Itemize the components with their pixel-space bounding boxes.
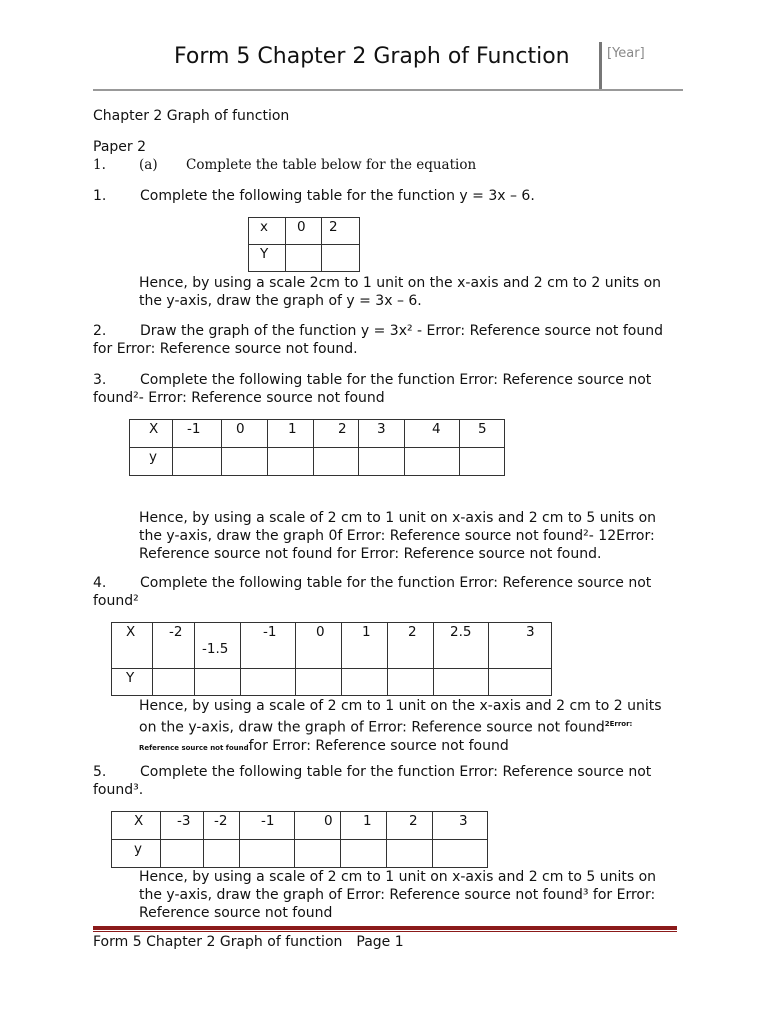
page-footer <box>93 934 404 950</box>
question-4-number: 4. <box>93 575 107 591</box>
question-4-hence <box>139 697 679 757</box>
header-divider <box>599 42 602 90</box>
question-4 <box>93 574 673 610</box>
table-cell: -1 <box>187 421 201 437</box>
table-cell: x <box>249 218 286 245</box>
table-cell: -2 <box>169 624 183 640</box>
question-2-line2: for Error: Reference source not found. <box>93 341 358 357</box>
table-cell[interactable] <box>359 448 405 476</box>
question-4-line1: Complete the following table for the function Error: Reference source not <box>140 575 652 591</box>
question-0-number: 1. <box>93 157 106 173</box>
table-cell: X <box>126 624 136 640</box>
table-cell: -3 <box>177 813 191 829</box>
table-cell[interactable] <box>240 840 295 868</box>
table-cell[interactable] <box>341 840 387 868</box>
question-1-number: 1. <box>93 188 107 204</box>
table-cell[interactable] <box>388 669 434 696</box>
table-cell[interactable] <box>195 669 241 696</box>
question-3-number: 3. <box>93 372 107 388</box>
table-cell[interactable] <box>161 840 204 868</box>
footer-rule-thick <box>93 926 677 930</box>
question-4-hence-line3: for Error: Reference source not found <box>248 737 509 754</box>
table-cell[interactable] <box>405 448 460 476</box>
question-1 <box>93 187 673 205</box>
table-cell[interactable] <box>342 669 388 696</box>
table-cell: 0 <box>324 813 333 829</box>
question-4-hence-line2: on the y-axis, draw the graph of Error: Reference source not found <box>139 719 605 736</box>
table-cell[interactable] <box>314 448 359 476</box>
question-5-hence <box>139 868 679 922</box>
table-cell[interactable] <box>268 448 314 476</box>
question-5-hence-line3: Reference source not found <box>139 905 333 921</box>
question-2 <box>93 322 673 358</box>
year-placeholder: [Year] <box>607 46 645 61</box>
table-cell: 3 <box>377 421 386 437</box>
table-cell: 2 <box>409 813 418 829</box>
footer-text: Form 5 Chapter 2 Graph of function <box>93 934 343 950</box>
table-cell: Y <box>126 670 135 686</box>
table-cell: Y <box>249 245 286 272</box>
question-0-part: (a) <box>139 157 158 173</box>
table-cell: y <box>149 449 157 465</box>
page-number: Page 1 <box>356 934 404 950</box>
table-cell: 1 <box>363 813 372 829</box>
table-cell[interactable] <box>387 840 433 868</box>
question-4-line2: found² <box>93 593 139 609</box>
table-cell[interactable] <box>460 448 505 476</box>
question-1-table <box>248 217 360 272</box>
question-5-line2: found³. <box>93 782 144 798</box>
question-1-hence: Hence, by using a scale 2cm to 1 unit on the x-axis and 2 cm to 2 units on the y-axis, draw the graph of y = 3x – 6. <box>139 275 662 309</box>
paper-heading: Paper 2 <box>93 139 147 155</box>
table-cell: 4 <box>432 421 441 437</box>
table-cell: -1.5 <box>202 641 229 657</box>
table-cell: 3 <box>526 624 535 640</box>
question-5 <box>93 763 673 799</box>
table-cell[interactable] <box>433 840 488 868</box>
question-5-number: 5. <box>93 764 107 780</box>
document-title: Form 5 Chapter 2 Graph of Function <box>174 44 570 69</box>
table-cell: 2 <box>338 421 347 437</box>
table-cell: 5 <box>478 421 487 437</box>
table-cell[interactable] <box>434 669 489 696</box>
question-3-hence-line1: Hence, by using a scale of 2 cm to 1 unit on x-axis and 2 cm to 5 units on <box>139 510 657 526</box>
question-3-hence-line2: the y-axis, draw the graph 0f Error: Reference source not found²- 12Error: <box>139 528 655 544</box>
table-cell: 0 <box>286 218 322 245</box>
table-cell: -1 <box>263 624 277 640</box>
table-cell[interactable] <box>296 669 342 696</box>
table-cell: 2 <box>322 218 360 245</box>
table-cell: 0 <box>236 421 245 437</box>
question-4-hence-tiny-text: Reference source not found <box>139 743 249 752</box>
question-0-text: Complete the table below for the equation <box>186 157 477 173</box>
table-cell: 3 <box>459 813 468 829</box>
question-2-number: 2. <box>93 323 107 339</box>
table-cell[interactable] <box>153 669 195 696</box>
table-cell[interactable] <box>241 669 296 696</box>
table-cell[interactable] <box>204 840 240 868</box>
table-cell[interactable] <box>222 448 268 476</box>
table-cell[interactable] <box>489 669 552 696</box>
question-2-line1: Draw the graph of the function y = 3x² - Error: Reference source not found <box>140 323 663 339</box>
question-5-hence-line2: the y-axis, draw the graph of Error: Reference source not found³ for Error: <box>139 887 656 903</box>
table-cell: X <box>134 813 144 829</box>
question-3-line1: Complete the following table for the function Error: Reference source not <box>140 372 652 388</box>
table-cell: -1 <box>261 813 275 829</box>
table-cell: -2 <box>214 813 228 829</box>
question-3-hence <box>139 509 679 563</box>
question-3-hence-line3: Reference source not found for Error: Reference source not found. <box>139 546 602 562</box>
table-cell: 1 <box>362 624 371 640</box>
question-4-hence-line1: Hence, by using a scale of 2 cm to 1 unit on the x-axis and 2 cm to 2 units <box>139 698 662 714</box>
footer-rule-thin <box>93 931 677 932</box>
table-cell[interactable] <box>173 448 222 476</box>
table-cell: 0 <box>316 624 325 640</box>
table-cell: 2.5 <box>450 624 472 640</box>
question-5-line1: Complete the following table for the function Error: Reference source not <box>140 764 652 780</box>
table-cell[interactable] <box>286 245 322 272</box>
table-cell[interactable] <box>322 245 360 272</box>
table-cell[interactable] <box>295 840 341 868</box>
table-cell: X <box>149 421 159 437</box>
question-3-line2: found²- Error: Reference source not found <box>93 390 385 406</box>
table-cell: y <box>134 841 142 857</box>
question-4-table <box>111 622 552 696</box>
question-1-text: Complete the following table for the function y = 3x – 6. <box>140 188 535 204</box>
chapter-heading: Chapter 2 Graph of function <box>93 108 290 124</box>
header-rule <box>93 89 683 91</box>
question-4-hence-superscript: 2Error: <box>604 720 633 728</box>
table-cell: 1 <box>288 421 297 437</box>
question-3-table <box>129 419 505 476</box>
question-5-hence-line1: Hence, by using a scale of 2 cm to 1 unit on x-axis and 2 cm to 5 units on <box>139 869 657 885</box>
question-3 <box>93 371 673 407</box>
table-cell: 2 <box>408 624 417 640</box>
question-5-table <box>111 811 488 868</box>
